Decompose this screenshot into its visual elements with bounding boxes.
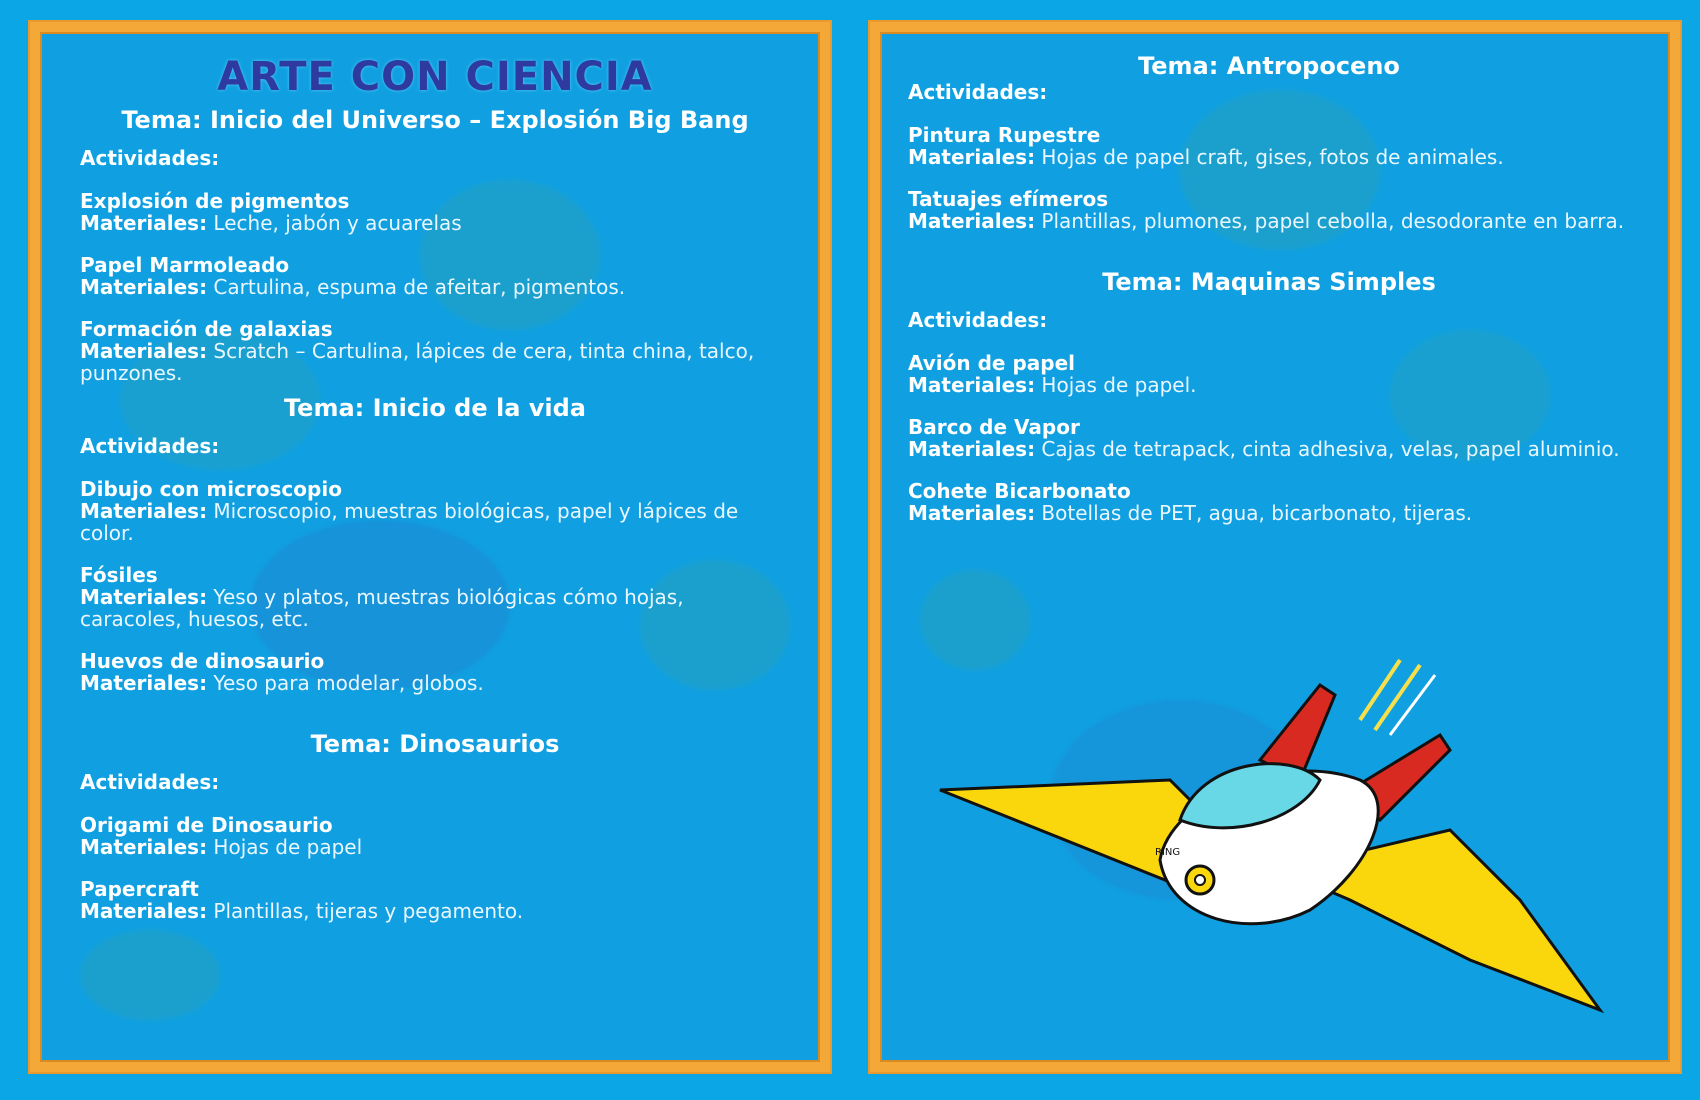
section-inicio-vida [80, 394, 790, 694]
activity-item [80, 190, 790, 234]
activity-item [908, 352, 1630, 396]
activities-label: Actividades: [80, 146, 220, 170]
speed-streak [1375, 665, 1420, 730]
engine-core [1195, 875, 1205, 885]
materials-text: Yeso para modelar, globos. [213, 671, 484, 695]
theme-title: Tema: Antropoceno [1138, 52, 1400, 80]
materials-label: Materiales: [80, 275, 208, 299]
activity-name: Explosión de pigmentos [80, 189, 350, 213]
materials-label: Materiales: [908, 209, 1036, 233]
materials-label: Materiales: [80, 899, 208, 923]
speed-streak [1390, 675, 1435, 735]
theme-title: Tema: Maquinas Simples [1102, 268, 1436, 296]
ship-label: RING [1155, 847, 1181, 858]
theme-title: Tema: Inicio del Universo – Explosión Big Bang [121, 106, 749, 134]
spaceship-illustration [930, 640, 1660, 1040]
page-title: ARTE CON CIENCIA [217, 54, 653, 100]
materials-text: Leche, jabón y acuarelas [213, 211, 462, 235]
activity-item [908, 416, 1630, 460]
section-antropoceno [908, 52, 1630, 232]
materials-label: Materiales: [80, 499, 208, 523]
materials-text: Cajas de tetrapack, cinta adhesiva, velas, papel aluminio. [1041, 437, 1620, 461]
activity-item [908, 188, 1630, 232]
theme-title: Tema: Inicio de la vida [284, 394, 586, 422]
materials-label: Materiales: [908, 501, 1036, 525]
materials-text: Hojas de papel [213, 835, 363, 859]
section-maquinas-simples [908, 268, 1630, 524]
materials-text: Plantillas, plumones, papel cebolla, desodorante en barra. [1041, 209, 1625, 233]
activity-item [80, 478, 790, 544]
activity-name: Avión de papel [908, 351, 1075, 375]
materials-text: Yeso y platos, muestras biológicas cómo hojas, caracoles, huesos, etc. [80, 585, 684, 631]
activity-name: Cohete Bicarbonato [908, 479, 1131, 503]
activities-label: Actividades: [80, 770, 220, 794]
section-dinosaurios [80, 730, 790, 922]
activity-name: Fósiles [80, 563, 158, 587]
materials-text: Scratch – Cartulina, lápices de cera, tinta china, talco, punzones. [80, 339, 755, 385]
materials-text: Hojas de papel craft, gises, fotos de animales. [1041, 145, 1504, 169]
activity-name: Huevos de dinosaurio [80, 649, 325, 673]
activity-name: Formación de galaxias [80, 317, 333, 341]
activities-label: Actividades: [908, 80, 1048, 104]
activity-item [80, 814, 790, 858]
materials-text: Plantillas, tijeras y pegamento. [213, 899, 524, 923]
activity-name: Dibujo con microscopio [80, 477, 342, 501]
materials-label: Materiales: [80, 671, 208, 695]
activity-name: Pintura Rupestre [908, 123, 1101, 147]
materials-text: Microscopio, muestras biológicas, papel y lápices de color. [80, 499, 739, 545]
activities-label: Actividades: [908, 308, 1048, 332]
materials-label: Materiales: [80, 339, 208, 363]
activity-item [80, 564, 790, 630]
activity-item [80, 318, 790, 384]
activity-name: Tatuajes efímeros [908, 187, 1109, 211]
activity-name: Papel Marmoleado [80, 253, 290, 277]
activity-name: Origami de Dinosaurio [80, 813, 333, 837]
activities-label: Actividades: [80, 434, 220, 458]
materials-label: Materiales: [908, 145, 1036, 169]
materials-label: Materiales: [80, 835, 208, 859]
materials-text: Hojas de papel. [1041, 373, 1197, 397]
left-page [30, 22, 830, 1072]
activity-name: Barco de Vapor [908, 415, 1080, 439]
materials-label: Materiales: [80, 211, 208, 235]
materials-text: Cartulina, espuma de afeitar, pigmentos. [213, 275, 626, 299]
activity-item [80, 878, 790, 922]
materials-label: Materiales: [908, 373, 1036, 397]
materials-label: Materiales: [80, 585, 208, 609]
theme-title: Tema: Dinosaurios [310, 730, 560, 758]
activity-item [80, 254, 790, 298]
activity-item [908, 124, 1630, 168]
materials-label: Materiales: [908, 437, 1036, 461]
materials-text: Botellas de PET, agua, bicarbonato, tijeras. [1041, 501, 1473, 525]
speed-streak [1360, 660, 1400, 720]
section-big-bang [80, 106, 790, 384]
activity-item [908, 480, 1630, 524]
activity-name: Papercraft [80, 877, 199, 901]
activity-item [80, 650, 790, 694]
